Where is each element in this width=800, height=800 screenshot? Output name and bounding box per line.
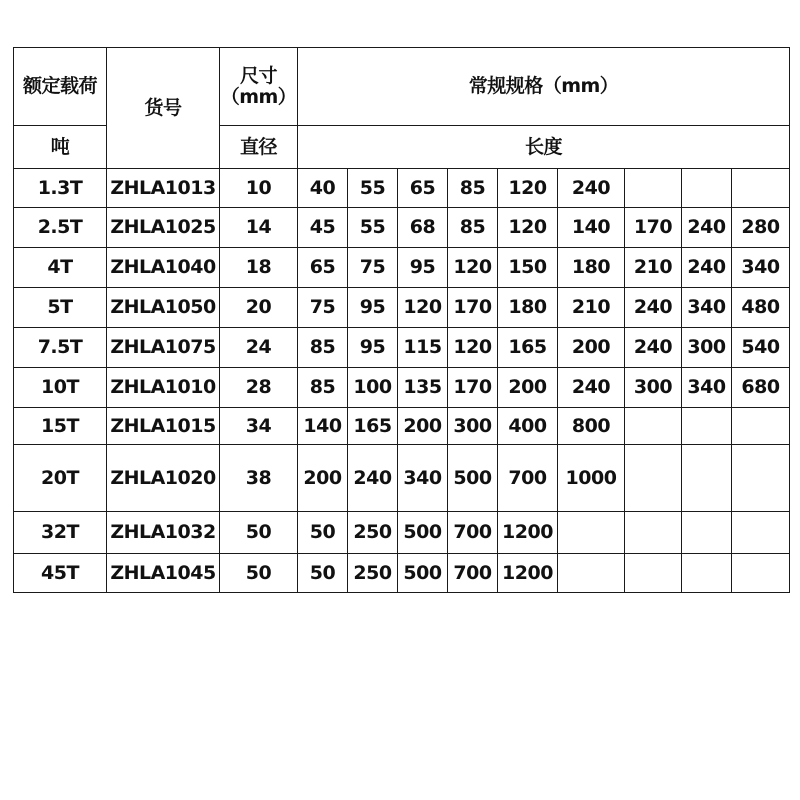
cell-load: 45T xyxy=(14,554,107,593)
cell-length xyxy=(682,169,732,208)
cell-code: ZHLA1013 xyxy=(107,169,220,208)
cell-code: ZHLA1045 xyxy=(107,554,220,593)
cell-code: ZHLA1025 xyxy=(107,208,220,248)
cell-length: 500 xyxy=(448,445,498,512)
cell-length: 680 xyxy=(732,368,790,408)
cell-length: 240 xyxy=(558,169,625,208)
table-row xyxy=(14,368,790,408)
cell-load: 20T xyxy=(14,445,107,512)
cell-diameter: 24 xyxy=(220,328,298,368)
cell-length: 120 xyxy=(448,328,498,368)
cell-length xyxy=(732,169,790,208)
cell-length: 1200 xyxy=(498,554,558,593)
cell-diameter: 50 xyxy=(220,554,298,593)
cell-length: 240 xyxy=(682,248,732,288)
cell-code: ZHLA1040 xyxy=(107,248,220,288)
table-row xyxy=(14,554,790,593)
cell-diameter: 10 xyxy=(220,169,298,208)
header-rated-load: 额定载荷 xyxy=(14,48,107,126)
cell-diameter: 14 xyxy=(220,208,298,248)
cell-length xyxy=(625,554,682,593)
cell-length: 250 xyxy=(348,512,398,554)
cell-length: 85 xyxy=(298,368,348,408)
cell-length xyxy=(625,169,682,208)
cell-length: 85 xyxy=(298,328,348,368)
table-body xyxy=(14,169,790,593)
cell-length: 240 xyxy=(558,368,625,408)
cell-code: ZHLA1020 xyxy=(107,445,220,512)
cell-length: 75 xyxy=(298,288,348,328)
cell-load: 7.5T xyxy=(14,328,107,368)
cell-load: 4T xyxy=(14,248,107,288)
header-row-1 xyxy=(14,48,790,126)
cell-length: 170 xyxy=(448,288,498,328)
cell-load: 2.5T xyxy=(14,208,107,248)
cell-length: 480 xyxy=(732,288,790,328)
cell-length: 700 xyxy=(448,554,498,593)
cell-diameter: 20 xyxy=(220,288,298,328)
header-diameter: 直径 xyxy=(220,126,298,169)
table-row xyxy=(14,208,790,248)
cell-length xyxy=(732,408,790,445)
cell-length: 240 xyxy=(682,208,732,248)
cell-length: 500 xyxy=(398,554,448,593)
cell-length: 68 xyxy=(398,208,448,248)
cell-length xyxy=(625,408,682,445)
cell-length xyxy=(682,512,732,554)
cell-length: 200 xyxy=(498,368,558,408)
cell-length: 210 xyxy=(558,288,625,328)
cell-length: 40 xyxy=(298,169,348,208)
cell-length: 540 xyxy=(732,328,790,368)
cell-length: 65 xyxy=(298,248,348,288)
cell-length: 180 xyxy=(498,288,558,328)
cell-length xyxy=(682,408,732,445)
cell-length: 170 xyxy=(625,208,682,248)
header-size xyxy=(220,48,298,126)
cell-length: 95 xyxy=(348,328,398,368)
cell-length: 55 xyxy=(348,169,398,208)
cell-length: 240 xyxy=(625,328,682,368)
cell-diameter: 28 xyxy=(220,368,298,408)
cell-length: 85 xyxy=(448,169,498,208)
cell-length xyxy=(732,554,790,593)
table-row xyxy=(14,169,790,208)
cell-length: 200 xyxy=(398,408,448,445)
header-spec: 常规规格（mm） xyxy=(298,48,790,126)
cell-diameter: 38 xyxy=(220,445,298,512)
header-unit-ton: 吨 xyxy=(14,126,107,169)
cell-length: 700 xyxy=(448,512,498,554)
cell-length: 340 xyxy=(682,288,732,328)
cell-length: 85 xyxy=(448,208,498,248)
cell-length: 45 xyxy=(298,208,348,248)
cell-length: 800 xyxy=(558,408,625,445)
cell-diameter: 18 xyxy=(220,248,298,288)
table-row xyxy=(14,328,790,368)
cell-length: 50 xyxy=(298,512,348,554)
cell-length: 300 xyxy=(625,368,682,408)
cell-code: ZHLA1050 xyxy=(107,288,220,328)
cell-load: 32T xyxy=(14,512,107,554)
cell-length: 400 xyxy=(498,408,558,445)
cell-length: 340 xyxy=(398,445,448,512)
cell-length: 1200 xyxy=(498,512,558,554)
header-item-no: 货号 xyxy=(107,48,220,169)
cell-length: 65 xyxy=(398,169,448,208)
header-length: 长度 xyxy=(298,126,790,169)
cell-length: 150 xyxy=(498,248,558,288)
cell-length xyxy=(625,445,682,512)
cell-code: ZHLA1075 xyxy=(107,328,220,368)
cell-length: 340 xyxy=(682,368,732,408)
cell-length xyxy=(732,445,790,512)
cell-length: 170 xyxy=(448,368,498,408)
cell-length: 135 xyxy=(398,368,448,408)
table-row xyxy=(14,512,790,554)
cell-code: ZHLA1032 xyxy=(107,512,220,554)
cell-length: 340 xyxy=(732,248,790,288)
cell-length: 240 xyxy=(348,445,398,512)
cell-code: ZHLA1010 xyxy=(107,368,220,408)
cell-length xyxy=(732,512,790,554)
cell-length: 210 xyxy=(625,248,682,288)
cell-length xyxy=(682,554,732,593)
table-row xyxy=(14,248,790,288)
header-size-line2: （mm） xyxy=(220,85,297,108)
cell-length xyxy=(558,554,625,593)
cell-load: 10T xyxy=(14,368,107,408)
header-size-line1: 尺寸 xyxy=(239,64,277,87)
cell-diameter: 50 xyxy=(220,512,298,554)
cell-length: 200 xyxy=(558,328,625,368)
cell-length xyxy=(558,512,625,554)
cell-diameter: 34 xyxy=(220,408,298,445)
cell-length: 700 xyxy=(498,445,558,512)
spec-table xyxy=(13,47,790,593)
cell-length: 120 xyxy=(398,288,448,328)
cell-length: 95 xyxy=(348,288,398,328)
cell-length: 300 xyxy=(682,328,732,368)
cell-length: 165 xyxy=(498,328,558,368)
cell-load: 1.3T xyxy=(14,169,107,208)
table-row xyxy=(14,288,790,328)
cell-load: 5T xyxy=(14,288,107,328)
table-row xyxy=(14,408,790,445)
cell-length: 165 xyxy=(348,408,398,445)
cell-length: 180 xyxy=(558,248,625,288)
table-row xyxy=(14,445,790,512)
cell-code: ZHLA1015 xyxy=(107,408,220,445)
cell-length: 75 xyxy=(348,248,398,288)
cell-length: 300 xyxy=(448,408,498,445)
cell-length: 100 xyxy=(348,368,398,408)
cell-length: 115 xyxy=(398,328,448,368)
cell-length: 120 xyxy=(498,169,558,208)
cell-length: 250 xyxy=(348,554,398,593)
cell-length: 500 xyxy=(398,512,448,554)
cell-length xyxy=(625,512,682,554)
cell-length xyxy=(682,445,732,512)
cell-length: 280 xyxy=(732,208,790,248)
cell-length: 1000 xyxy=(558,445,625,512)
cell-load: 15T xyxy=(14,408,107,445)
cell-length: 50 xyxy=(298,554,348,593)
cell-length: 140 xyxy=(298,408,348,445)
cell-length: 120 xyxy=(498,208,558,248)
cell-length: 200 xyxy=(298,445,348,512)
cell-length: 240 xyxy=(625,288,682,328)
cell-length: 95 xyxy=(398,248,448,288)
cell-length: 140 xyxy=(558,208,625,248)
cell-length: 120 xyxy=(448,248,498,288)
cell-length: 55 xyxy=(348,208,398,248)
